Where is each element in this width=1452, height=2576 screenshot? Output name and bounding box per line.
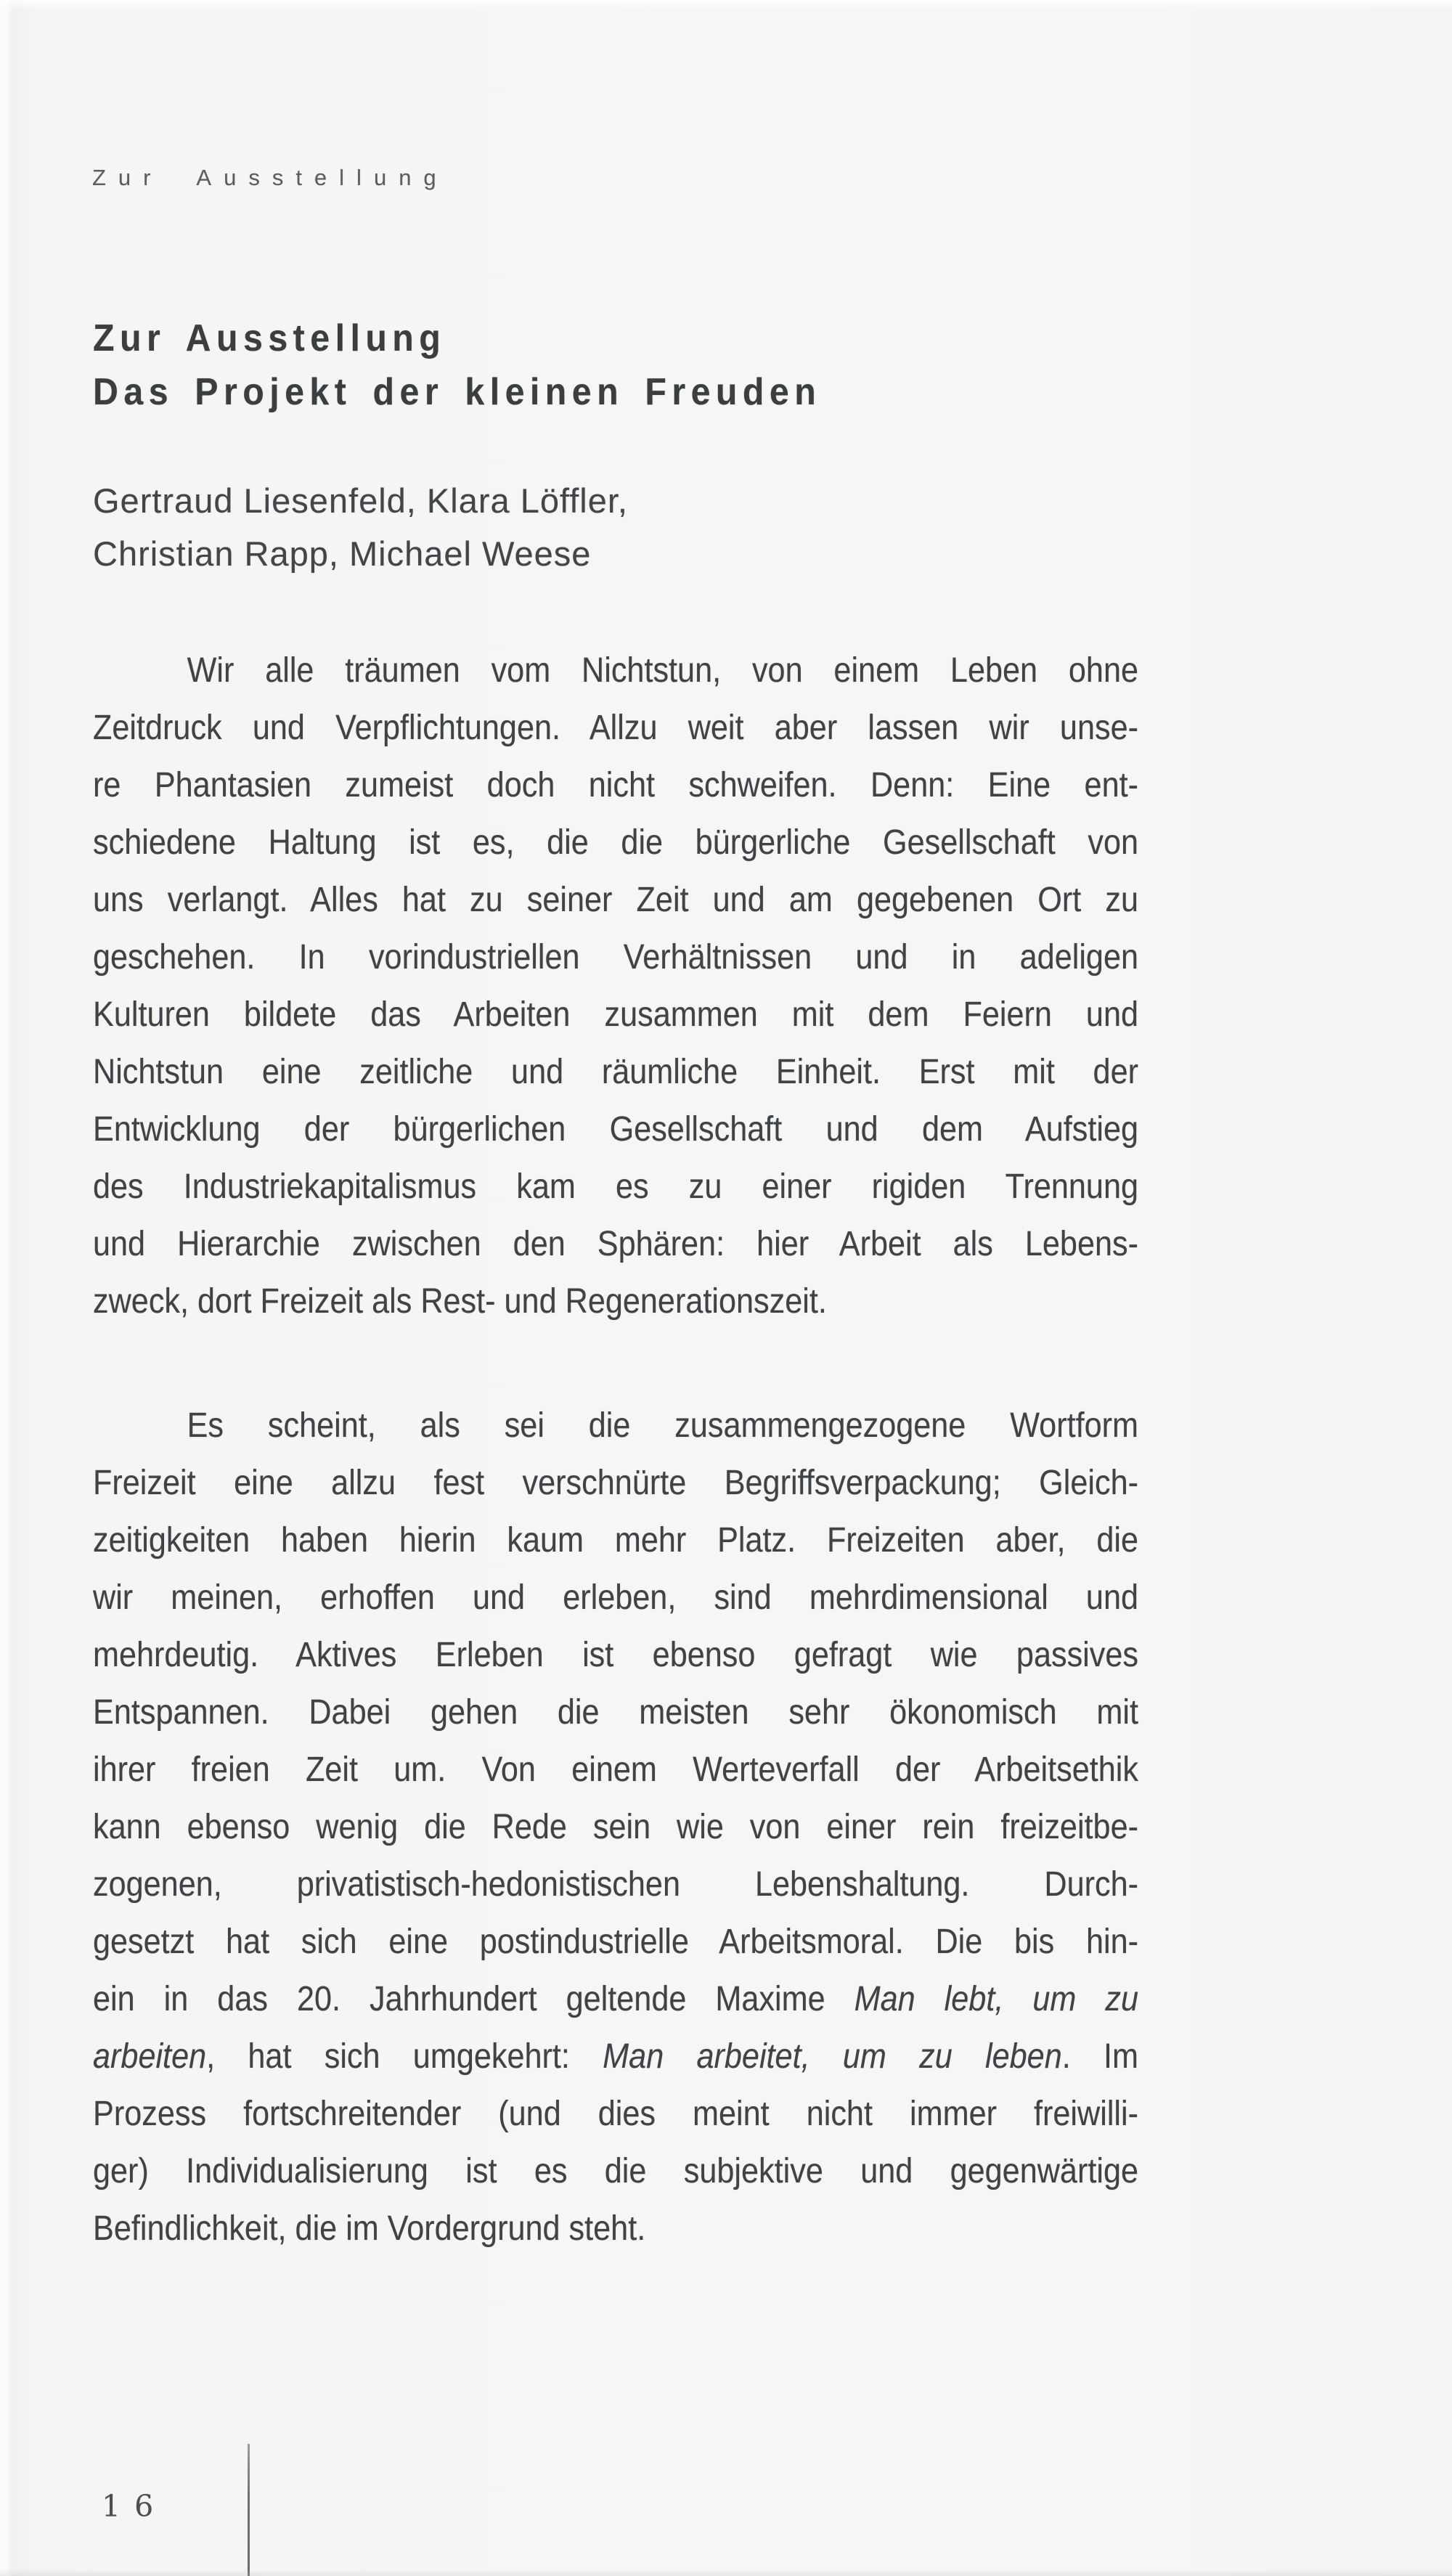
running-head: Zur Ausstellung — [92, 165, 449, 190]
text-line: Befindlichkeit, die im Vordergrund steht. — [93, 2209, 646, 2248]
footer-divider-rule — [248, 2444, 250, 2576]
text-line: arbeiten, hat sich umgekehrt: Man arbeitet, um zu leben. Im — [93, 2037, 1138, 2076]
text-line: Wir alle träumen vom Nichtstun, von einem Leben ohne — [187, 651, 1138, 690]
text-line: uns verlangt. Alles hat zu seiner Zeit und am gegebenen Ort zu — [93, 881, 1138, 919]
article-title — [93, 311, 1241, 419]
text-line: Nichtstun eine zeitliche und räumliche Einheit. Erst mit der — [93, 1053, 1138, 1091]
author-line: Gertraud Liesenfeld, Klara Löffler, — [93, 481, 628, 520]
text-line: und Hierarchie zwischen den Sphären: hier Arbeit als Lebens- — [93, 1225, 1138, 1263]
paragraph — [93, 1397, 1255, 2257]
text-line: Entspannen. Dabei gehen die meisten sehr ökonomisch mit — [93, 1693, 1138, 1732]
text-line: gesetzt hat sich eine postindustrielle Arbeitsmoral. Die bis hin- — [93, 1923, 1138, 1961]
body-text — [93, 642, 1255, 2257]
authors — [93, 474, 1327, 580]
text-line: Entwicklung der bürgerlichen Gesellschaft und dem Aufstieg — [93, 1110, 1138, 1149]
title-line-1: Zur Ausstellung — [93, 317, 446, 359]
title-line-2: Das Projekt der kleinen Freuden — [93, 371, 822, 413]
text-line: Freizeit eine allzu fest verschnürte Begriffsverpackung; Gleich- — [93, 1464, 1138, 1502]
text-line: re Phantasien zumeist doch nicht schweifen. Denn: Eine ent- — [93, 766, 1138, 804]
text-line: mehrdeutig. Aktives Erleben ist ebenso gefragt wie passives — [93, 1636, 1138, 1674]
text-line: ger) Individualisierung ist es die subjektive und gegenwärtige — [93, 2152, 1138, 2190]
text-line: wir meinen, erhoffen und erleben, sind mehrdimensional und — [93, 1578, 1138, 1617]
text-line: ein in das 20. Jahrhundert geltende Maxime Man lebt, um zu — [93, 1980, 1139, 2018]
text-line: Kulturen bildete das Arbeiten zusammen mit dem Feiern und — [93, 995, 1138, 1034]
text-line: Zeitdruck und Verpflichtungen. Allzu weit aber lassen wir unse- — [93, 709, 1138, 747]
text-line: zogenen, privatistisch-hedonistischen Lebenshaltung. Durch- — [93, 1865, 1138, 1904]
text-line: zweck, dort Freizeit als Rest- und Regenerationszeit. — [93, 1282, 827, 1321]
text-line: zeitigkeiten haben hierin kaum mehr Platz. Freizeiten aber, die — [93, 1521, 1138, 1560]
author-line: Christian Rapp, Michael Weese — [93, 534, 592, 573]
text-line: geschehen. In vorindustriellen Verhältnissen und in adeligen — [93, 938, 1138, 977]
text-line: ihrer freien Zeit um. Von einem Werteverfall der Arbeitsethik — [93, 1750, 1138, 1789]
paragraph — [93, 642, 1255, 1330]
text-line: Es scheint, als sei die zusammengezogene Wortform — [187, 1406, 1138, 1445]
text-line: kann ebenso wenig die Rede sein wie von einer rein freizeitbe- — [93, 1808, 1138, 1846]
text-line: schiedene Haltung ist es, die die bürgerliche Gesellschaft von — [93, 823, 1138, 862]
page-number: 16 — [102, 2489, 168, 2524]
text-line: des Industriekapitalismus kam es zu einer rigiden Trennung — [93, 1167, 1138, 1206]
text-line: Prozess fortschreitender (und dies meint nicht immer freiwilli- — [93, 2095, 1138, 2133]
